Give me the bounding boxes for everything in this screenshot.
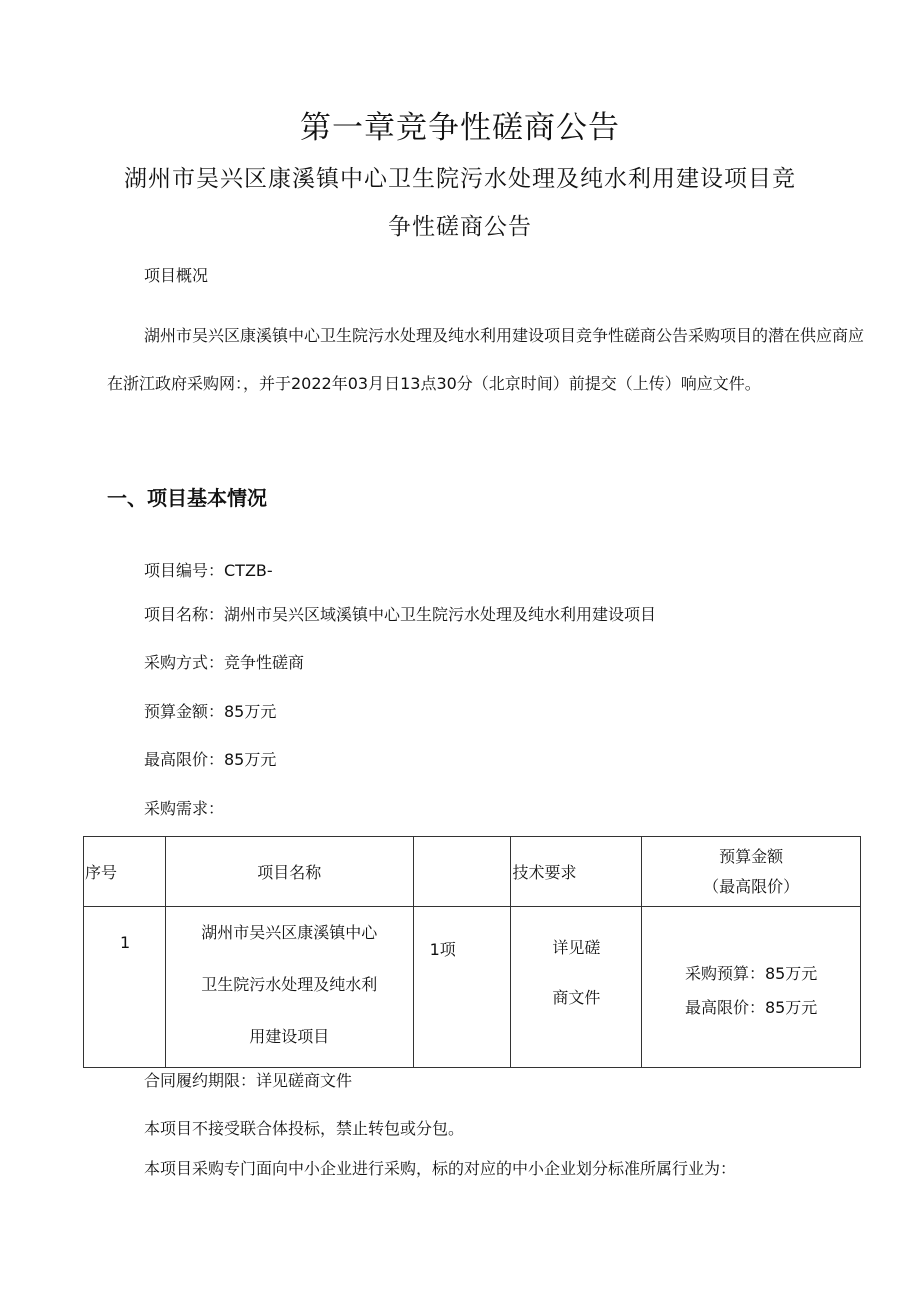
row-budget [642,907,861,1068]
row-budget-line2: 最高限价：85万元 [684,998,818,1017]
row-name-line2: 卫生院污水处理及纯水利 [201,975,378,994]
overview-text: 湖州市吴兴区康溪镇中心卫生院污水处理及纯水利用建设项目竞争性磋商公告采购项目的潜在供应商应在浙江政府采购网：，并于2022年03月日13点30分（北京时间）前提交（上传）响应文件。 [107,326,865,393]
section-heading-basic-info: 一、项目基本情况 [107,486,267,510]
project-number: 项目编号：CTZB- [144,561,273,580]
row-tech-line2: 商文件 [552,988,601,1007]
requirements-table [83,836,861,1068]
sme-note: 本项目采购专门面向中小企业进行采购，标的对应的中小企业划分标准所属行业为： [144,1159,737,1178]
row-tech [511,907,642,1068]
row-budget-line1: 采购预算：85万元 [684,964,818,983]
header-qty [413,837,511,907]
announcement-title-line1: 湖州市吴兴区康溪镇中心卫生院污水处理及纯水利用建设项目竞 [124,166,796,192]
row-name [165,907,413,1068]
procurement-method: 采购方式：竞争性磋商 [144,653,305,672]
announcement-title-line2: 争性磋商公告 [388,214,532,240]
header-budget [642,837,861,907]
row-tech-line1: 详见磋 [552,938,601,957]
contract-period: 合同履约期限：详见磋商文件 [144,1071,353,1090]
requirements-label: 采购需求： [144,799,225,818]
row-qty: 1项 [413,907,511,1068]
max-price: 最高限价：85万元 [144,750,277,769]
row-name-line3: 用建设项目 [249,1027,330,1046]
header-tech: 技术要求 [511,837,642,907]
header-no: 序号 [84,837,166,907]
table-row [84,907,861,1068]
row-name-line1: 湖州市吴兴区康溪镇中心 [201,923,378,942]
budget-amount: 预算金额：85万元 [144,702,277,721]
table-header-row [84,837,861,907]
row-no: 1 [84,907,166,1068]
chapter-title: 第一章竞争性磋商公告 [300,110,620,146]
header-name: 项目名称 [165,837,413,907]
overview-heading: 项目概况 [144,266,209,285]
header-budget-line1: 预算金额 [719,846,784,866]
no-consortium-note: 本项目不接受联合体投标，禁止转包或分包。 [144,1119,465,1138]
header-budget-line2: （最高限价） [703,876,800,896]
project-name: 项目名称：湖州市吴兴区域溪镇中心卫生院污水处理及纯水利用建设项目 [144,605,657,624]
